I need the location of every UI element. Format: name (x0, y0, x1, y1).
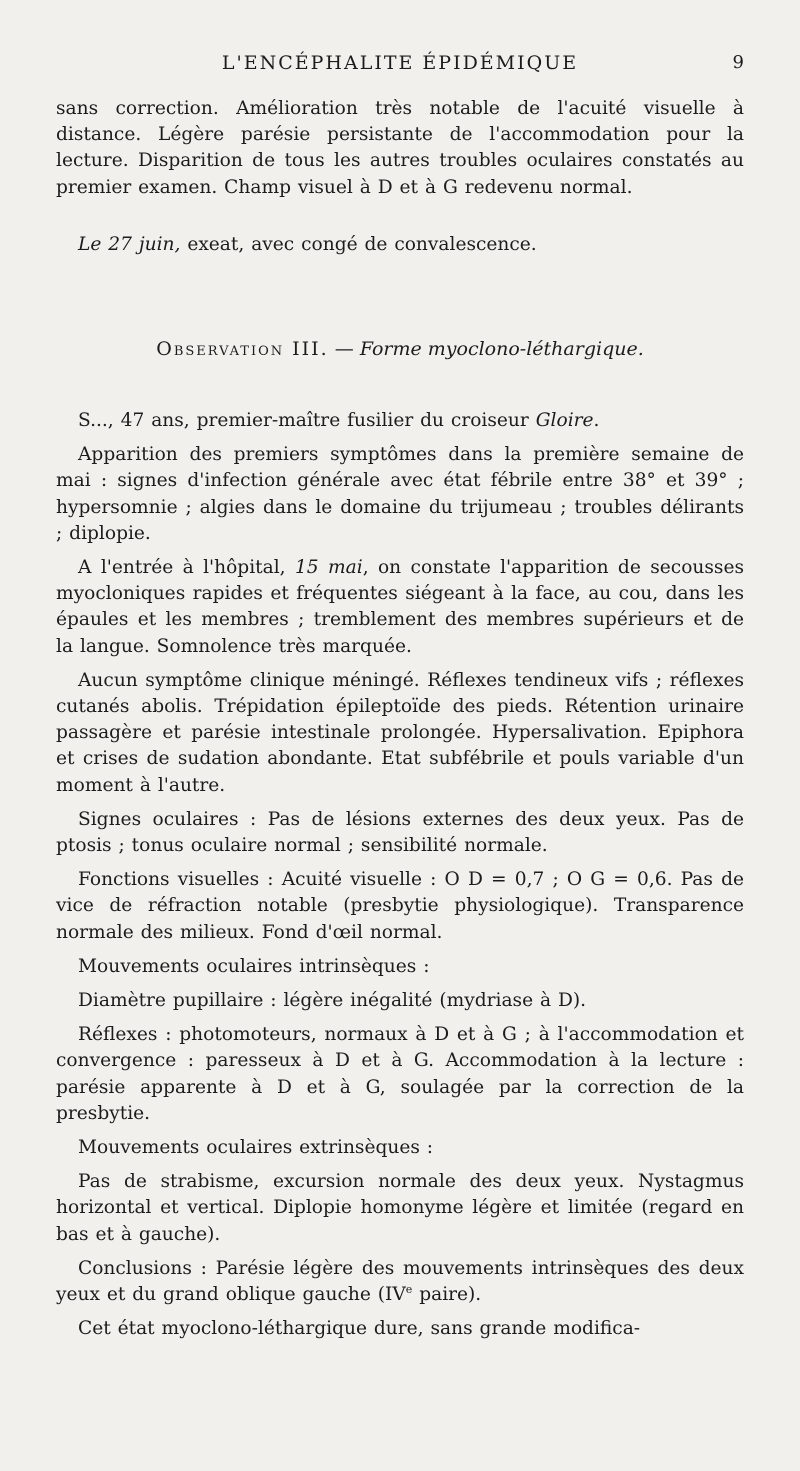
paragraph (56, 232, 744, 258)
paragraph: Pas de strabisme, excursion normale des deux yeux. Nystagmus horizontal et vertical. Diplopie homonyme légère et limitée (regard en bas et à gauche). (56, 1171, 744, 1245)
heading-dash: — (328, 338, 360, 360)
paragraph: sans correction. Amélioration très notable de l'acuité visuelle à distance. Légère parésie persistante de l'accommodation pour la lecture. Disparition de tous les autres troubles oculaires constatés au premier examen. Champ visuel à D et à G redevenu normal. (56, 98, 744, 198)
observation-heading (56, 338, 744, 360)
exeat-text: exeat, avec congé de convalescence. (180, 234, 537, 255)
exeat-date: Le 27 juin, (78, 234, 181, 255)
paragraph (56, 1256, 744, 1308)
admission-date: 15 mai (294, 557, 363, 579)
paragraph: Mouvements oculaires extrinsèques : (78, 1137, 434, 1159)
page-number: 9 (732, 52, 744, 73)
running-title: L'ENCÉPHALITE ÉPIDÉMIQUE (221, 52, 579, 74)
paragraph: Réflexes : photomoteurs, normaux à D et à G ; à l'accommodation et convergence : paresseux à D et à G. Accommodation à la lecture : parésie apparente à D et à G, soulagée par la correction de la presbytie. (56, 1024, 744, 1124)
text-run: S..., 47 ans, premier-maître fusilier du croiseur (78, 410, 536, 431)
paragraph: Apparition des premiers symptômes dans la première semaine de mai : signes d'infection générale avec état fébrile entre 38° et 39° ; hypersomnie ; algies dans le domaine du trijumeau ; troubles délirants ; diplopie. (56, 444, 744, 544)
superscript: e (405, 1282, 413, 1296)
text-run: paire). (412, 1284, 482, 1306)
text-run: . (593, 410, 600, 431)
paragraph: Fonctions visuelles : Acuité visuelle : O D = 0,7 ; O G = 0,6. Pas de vice de réfraction notable (presbytie physiologique). Transparence normale des milieux. Fond d'œil normal. (56, 869, 744, 943)
observation-body (56, 408, 744, 1343)
ship-name: Gloire (535, 410, 594, 431)
exeat-line (56, 232, 744, 258)
observation-label: Observation III. (156, 338, 329, 360)
observation-title: Forme myoclono-léthargique. (359, 338, 644, 360)
text-run: Conclusions : Parésie légère des mouvements intrinsèques des deux yeux et du grand oblique gauche (IV (56, 1257, 744, 1306)
paragraph: Diamètre pupillaire : légère inégalité (mydriase à D). (78, 990, 587, 1012)
paragraph: Signes oculaires : Pas de lésions externes des deux yeux. Pas de ptosis ; tonus oculaire normal ; sensibilité normale. (56, 808, 744, 857)
paragraph (56, 555, 744, 660)
paragraph (56, 408, 744, 434)
text-run: , on constate l'apparition de secousses myocloniques rapides et fréquentes siégeant à la face, au cou, dans les épaules et les membres ; tremblement des membres supérieurs et de la langue. Somnolence très marquée. (56, 557, 744, 657)
page-header (56, 52, 744, 82)
paragraph: Cet état myoclono-léthargique dure, sans grande modifica- (78, 1318, 641, 1340)
previous-observation-end (56, 96, 744, 201)
paragraph: Mouvements oculaires intrinsèques : (78, 955, 430, 977)
paragraph: Aucun symptôme clinique méningé. Réflexes tendineux vifs ; réflexes cutanés abolis. Trépidation épileptoïde des pieds. Rétention urinaire passagère et parésie intestinale prolongée. Hypersalivation. Epiphora et crises de sudation abondante. Etat subfébrile et pouls variable d'un moment à l'autre. (56, 669, 744, 796)
text-run: A l'entrée à l'hôpital, (78, 557, 295, 579)
